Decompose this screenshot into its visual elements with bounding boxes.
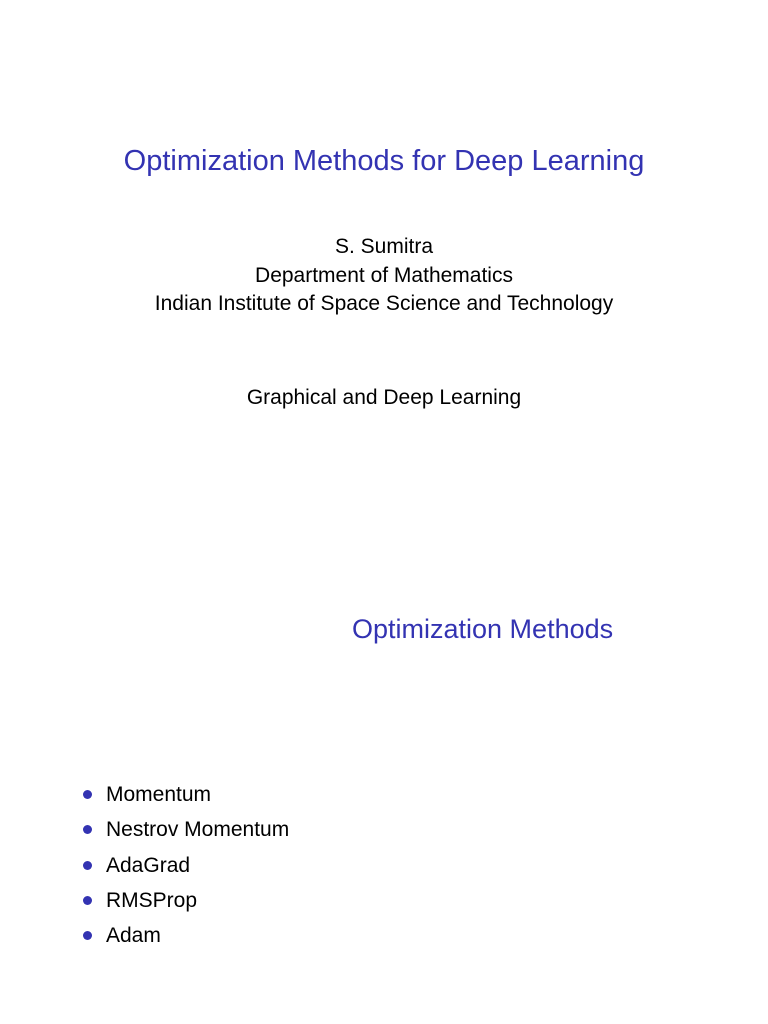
course-name: Graphical and Deep Learning	[246, 386, 522, 409]
list-item-label: AdaGrad	[106, 853, 191, 877]
list-item	[80, 887, 289, 922]
author-name: S. Sumitra	[334, 235, 434, 258]
list-item	[80, 922, 289, 957]
author-institute: Indian Institute of Space Science and Technology	[154, 292, 614, 315]
bullet-icon	[83, 931, 92, 940]
list-item-label: RMSProp	[106, 888, 198, 912]
slide-title: Optimization Methods for Deep Learning	[123, 145, 645, 177]
bullet-icon	[83, 825, 92, 834]
list-item	[80, 852, 289, 887]
list-item-label: Nestrov Momentum	[106, 818, 290, 842]
method-list	[80, 781, 289, 957]
author-department: Department of Mathematics	[255, 263, 513, 287]
list-item	[80, 781, 289, 816]
list-item-label: Momentum	[106, 783, 212, 806]
bullet-icon	[83, 896, 92, 905]
methods-slide	[0, 512, 768, 1024]
author-block	[0, 233, 768, 319]
list-item-label: Adam	[106, 924, 161, 947]
bullet-icon	[83, 861, 92, 870]
list-item	[80, 816, 289, 851]
slide-title: Optimization Methods	[352, 614, 614, 644]
bullet-icon	[83, 790, 92, 799]
